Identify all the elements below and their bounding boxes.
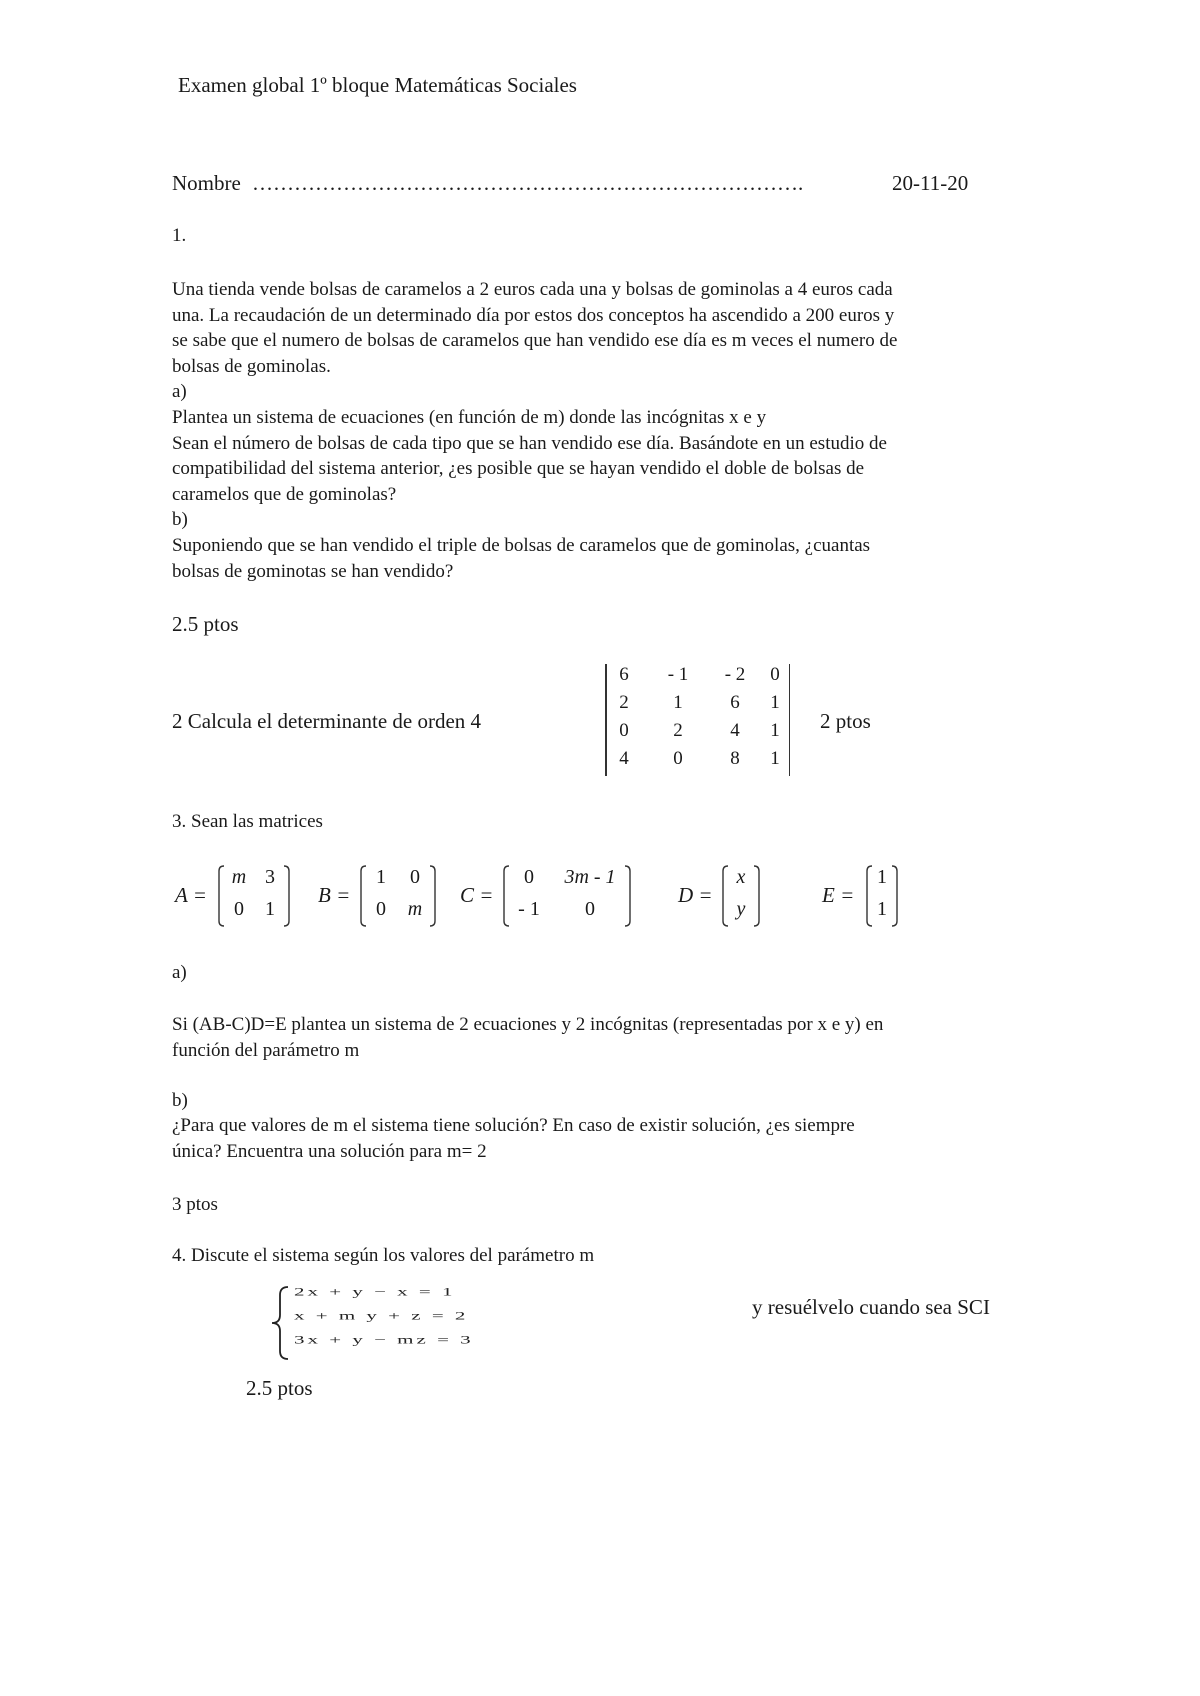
q1-body [172, 277, 1052, 584]
matrix-c-cell: 3m - 1 [564, 866, 616, 888]
matrix-e-cell: 1 [877, 866, 887, 888]
q2-points: 2 ptos [820, 709, 871, 733]
determinant-cell: - 2 [724, 664, 746, 685]
q1-a-label: a) [172, 381, 187, 403]
system-equation-1: 2x + y − x = 1 [294, 1285, 456, 1299]
matrix-a-cell: 3 [265, 866, 275, 888]
matrix-b-cell: 1 [376, 866, 386, 888]
determinant-cell: 0 [673, 748, 683, 769]
q1-points: 2.5 ptos [172, 612, 239, 636]
q3-a-line: Si (AB-C)D=E plantea un sistema de 2 ecuaciones y 2 incógnitas (representadas por x e y) en [172, 1014, 884, 1035]
q3-a-label: a) [172, 962, 187, 983]
q1-statement-line: una. La recaudación de un determinado día por estos dos conceptos ha ascendido a 200 euros y [172, 304, 895, 326]
system-brace-icon [268, 1285, 292, 1361]
matrix-a-cell: m [231, 866, 247, 888]
determinant-cell: 2 [673, 720, 683, 741]
matrix-c-cell: 0 [524, 866, 534, 888]
determinant-cell: 1 [770, 692, 780, 713]
matrix-d [722, 864, 760, 928]
matrix-c-cell: - 1 [518, 898, 540, 920]
determinant-cell: 1 [770, 720, 780, 741]
determinant-cell: 4 [619, 748, 629, 769]
determinant-cell: - 1 [667, 664, 689, 685]
q3-a-line: función del parámetro m [172, 1039, 360, 1061]
determinant-cell: 0 [619, 720, 629, 741]
matrix-c-label: C = [460, 883, 494, 907]
q1-statement-line: se sabe que el numero de bolsas de caramelos que han vendido ese día es m veces el numero de [172, 330, 898, 352]
equation-system [268, 1285, 668, 1361]
determinant-cell: 1 [673, 692, 683, 713]
determinant-cell: 0 [770, 664, 780, 685]
determinant-cell: 1 [770, 748, 780, 769]
system-equation-2: x + m y + z = 2 [294, 1309, 469, 1323]
determinant-cell: 6 [619, 664, 629, 685]
matrix-e [866, 864, 898, 928]
exam-title: Examen global 1º bloque Matemáticas Sociales [178, 73, 577, 97]
matrix-d-label: D = [678, 883, 713, 907]
q1-statement-line: bolsas de gominolas. [172, 355, 331, 377]
determinant-cell: 4 [730, 720, 740, 741]
matrix-b-cell: 0 [410, 866, 420, 888]
matrix-d-cell: y [736, 898, 746, 920]
matrix-d-cell: x [736, 866, 746, 888]
matrix-a-label: A = [175, 883, 207, 907]
matrix-b-cell: m [407, 898, 423, 920]
q3-intro: 3. Sean las matrices [172, 811, 323, 832]
matrix-e-cell: 1 [877, 898, 887, 920]
matrix-b [360, 864, 436, 928]
q4-text: 4. Discute el sistema según los valores del parámetro m [172, 1245, 595, 1266]
q3-b-line: única? Encuentra una solución para m= 2 [172, 1140, 487, 1162]
q1-b-line: bolsas de gominotas se han vendido? [172, 560, 454, 582]
q1-b-line: Suponiendo que se han vendido el triple de bolsas de caramelos que de gominolas, ¿cuantas [172, 534, 871, 556]
q3-b-body [172, 1113, 1052, 1164]
q2-text: 2 Calcula el determinante de orden 4 [172, 709, 482, 733]
determinant-cell: 6 [730, 692, 740, 713]
q1-statement-line: Una tienda vende bolsas de caramelos a 2 euros cada una y bolsas de gominolas a 4 euros cada [172, 279, 893, 300]
q1-a-line: Sean el número de bolsas de cada tipo que se han vendido ese día. Basándote en un estudio de [172, 432, 887, 454]
determinant-right-bar [789, 664, 791, 776]
q1-a-line: caramelos que de gominolas? [172, 483, 397, 505]
q3-points: 3 ptos [172, 1194, 218, 1215]
matrix-b-cell: 0 [376, 898, 386, 920]
matrix-c [503, 864, 631, 928]
q1-number: 1. [172, 225, 187, 246]
determinant-cell: 2 [619, 692, 629, 713]
determinant-left-bar [605, 664, 607, 776]
determinant-matrix [605, 664, 790, 776]
system-equation-3: 3x + y − mz = 3 [294, 1333, 474, 1347]
name-label: Nombre [172, 171, 241, 195]
q1-b-label: b) [172, 509, 188, 531]
q3-b-label: b) [172, 1090, 188, 1111]
matrix-a [218, 864, 290, 928]
matrix-e-label: E = [822, 883, 855, 907]
q4-solve-text: y resuélvelo cuando sea SCI [752, 1295, 990, 1319]
matrix-c-cell: 0 [585, 898, 595, 920]
matrix-a-cell: 1 [265, 898, 275, 920]
name-dotted-line: ……………………………………………………………………. [252, 171, 804, 195]
q3-a-body [172, 1012, 1052, 1063]
q3-b-line: ¿Para que valores de m el sistema tiene solución? En caso de existir solución, ¿es siempre [172, 1115, 855, 1136]
matrix-b-label: B = [318, 883, 351, 907]
q4-points: 2.5 ptos [246, 1376, 313, 1400]
exam-date: 20-11-20 [892, 171, 969, 195]
matrix-a-cell: 0 [234, 898, 244, 920]
q1-a-line: compatibilidad del sistema anterior, ¿es posible que se hayan vendido el doble de bolsas de [172, 458, 865, 480]
q1-a-line: Plantea un sistema de ecuaciones (en función de m) donde las incógnitas x e y [172, 406, 767, 428]
determinant-cell: 8 [730, 748, 740, 769]
